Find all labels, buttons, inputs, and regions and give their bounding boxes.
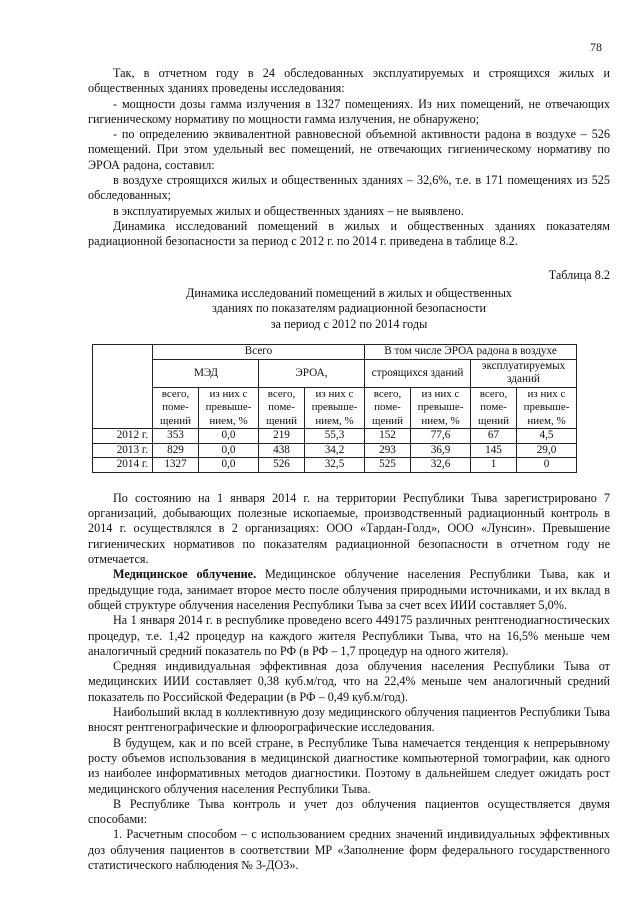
- table-cell: 67: [471, 429, 517, 444]
- header-med: МЭД: [153, 359, 259, 387]
- paragraph-intro-4: в воздухе строящихся жилых и общественных зданиях – 32,6%, т.е. в 171 помещениях из 525 обследованных;: [88, 173, 610, 203]
- header-radon: В том числе ЭРОА радона в воздухе: [365, 345, 577, 360]
- paragraph-intro-3: - по определению эквивалентной равновесной объемной активности радона в воздухе – 526 помещений. При этом удельный вес помещений, не отвечающих гигиеническому нормативу по ЭРОА радона, составил:: [88, 127, 610, 172]
- radiation-table: [92, 344, 577, 473]
- header-operated: эксплуатируемых зданий: [471, 359, 577, 387]
- header-all: всего, поме-щений: [365, 387, 411, 429]
- paragraph-medical: [88, 567, 610, 613]
- paragraph-dose: Средняя индивидуальная эффективная доза облучения населения Республики Тыва от медицинских ИИИ составляет 0,38 куб.м/год, что на 22,4% меньше чем аналогичный средний показатель по Российской Федерации (в РФ – 0,49 куб.м/год).: [88, 659, 610, 704]
- table-cell: 55,3: [305, 429, 365, 444]
- table-caption: [88, 286, 610, 333]
- caption-line-3: за период с 2012 по 2014 годы: [270, 316, 428, 331]
- table-cell: 36,9: [411, 443, 471, 458]
- year-cell: 2012 г.: [93, 429, 153, 444]
- table-cell: 34,2: [305, 443, 365, 458]
- table-row: [93, 458, 577, 473]
- table-row: [93, 429, 577, 444]
- paragraph-contribution: Наибольший вклад в коллективную дозу медицинского облучения пациентов Республики Тыва вносят рентгенографические и флюорографические исследования.: [88, 705, 610, 735]
- caption-line-2: зданиях по показателям радиационной безопасности: [212, 301, 486, 316]
- paragraph-intro-2: - мощности дозы гамма излучения в 1327 помещениях. Из них помещений, не отвечающих гигиеническому нормативу по мощности гамма излучения, не обнаружено;: [88, 96, 610, 126]
- table-cell: 0,0: [199, 443, 259, 458]
- table-cell: 293: [365, 443, 411, 458]
- paragraph-intro-5: в эксплуатируемых жилых и общественных зданиях – не выявлено.: [113, 203, 464, 218]
- paragraph-future: В будущем, как и по всей стране, в Республике Тыва намечается тенденция к непрерывному росту объемов использования в медицинской диагностике компьютерной томографии, как одного из наиболее информативных методов диагностики. Поэтому в дальнейшем следует ожидать рост медицинского облучения населения Республики Тыва.: [88, 735, 610, 796]
- header-exceed: из них с превыше-нием, %: [199, 387, 259, 429]
- year-cell: 2014 г.: [93, 458, 153, 473]
- paragraph-procedures: На 1 января 2014 г. в республике проведено всего 449175 различных рентгенодиагностических процедур, т.е. 1,42 процедур на каждого жителя Республики Тыва, что на 16,5% меньше чем аналогичный средний показатель по РФ (в РФ – 1,7 процедур на одного жителя).: [88, 613, 610, 658]
- table-header-row-1: [93, 345, 577, 360]
- paragraph-intro-1: Так, в отчетном году в 24 обследованных эксплуатируемых и строящихся жилых и общественных зданиях проведены исследования:: [88, 66, 610, 96]
- table-cell: 0,0: [199, 458, 259, 473]
- table-cell: 1327: [153, 458, 199, 473]
- table-header-row-3: [93, 387, 577, 429]
- caption-line-1: Динамика исследований помещений в жилых и общественных: [186, 285, 512, 300]
- table-cell: 0: [517, 458, 577, 473]
- paragraph-control: В Республике Тыва контроль и учет доз облучения пациентов осуществляется двумя способами:: [88, 796, 610, 827]
- table-cell: 29,0: [517, 443, 577, 458]
- table-cell: 0,0: [199, 429, 259, 444]
- page-number: 78: [590, 40, 602, 54]
- table-cell: 4,5: [517, 429, 577, 444]
- header-building: строящихся зданий: [365, 359, 471, 387]
- table-cell: 1: [471, 458, 517, 473]
- header-year-cell: [93, 345, 153, 429]
- table-cell: 525: [365, 458, 411, 473]
- table-cell: 219: [259, 429, 305, 444]
- table-header-row-2: [93, 359, 577, 387]
- document-body: [88, 66, 610, 873]
- year-cell: 2013 г.: [93, 443, 153, 458]
- header-eroa: ЭРОА,: [259, 359, 365, 387]
- header-all: всего, поме-щений: [153, 387, 199, 429]
- paragraph-mining: По состоянию на 1 января 2014 г. на территории Республики Тыва зарегистрировано 7 организаций, добывающих полезные ископаемые, производственный радиационный контроль в 2014 г. осуществлялся в 2 организациях: ООО «Тардан-Голд», ООО «Лунсин». Превышение гигиенических нормативов по показателям радиационной безопасности в отчетном году не отмечается.: [88, 490, 610, 567]
- table-cell: 438: [259, 443, 305, 458]
- header-all: всего, поме-щений: [471, 387, 517, 429]
- header-all: всего, поме-щений: [259, 387, 305, 429]
- table-cell: 829: [153, 443, 199, 458]
- table-cell: 152: [365, 429, 411, 444]
- header-exceed: из них с превыше-нием, %: [411, 387, 471, 429]
- table-cell: 32,6: [411, 458, 471, 473]
- paragraph-medical-text: Медицинское облучение населения Республики Тыва, как и предыдущие года, занимает второе место после облучения природными источниками, и их вклад в общей структуре облучения населения Республики Тыва за счет всех ИИИ составляет 5,0%.: [88, 567, 610, 612]
- paragraph-method-1: 1. Расчетным способом – с использованием средних значений индивидуальных эффективных доз облучения пациентов в соответствии МР «Заполнение форм федерального государственного статистического наблюдения № 3-ДОЗ».: [88, 827, 610, 872]
- header-exceed: из них с превыше-нием, %: [517, 387, 577, 429]
- table-label: Таблица 8.2: [548, 267, 610, 282]
- table-cell: 145: [471, 443, 517, 458]
- table-cell: 77,6: [411, 429, 471, 444]
- header-total: Всего: [153, 345, 365, 360]
- table-cell: 32,5: [305, 458, 365, 473]
- table-cell: 353: [153, 429, 199, 444]
- header-exceed: из них с превыше-нием, %: [305, 387, 365, 429]
- paragraph-intro-6: Динамика исследований помещений в жилых и общественных зданиях показателям радиационной безопасности за период с 2012 г. по 2014 г. приведена в таблице 8.2.: [88, 218, 610, 249]
- table-row: [93, 443, 577, 458]
- table-cell: 526: [259, 458, 305, 473]
- section-heading-medical: Медицинское облучение.: [113, 567, 257, 582]
